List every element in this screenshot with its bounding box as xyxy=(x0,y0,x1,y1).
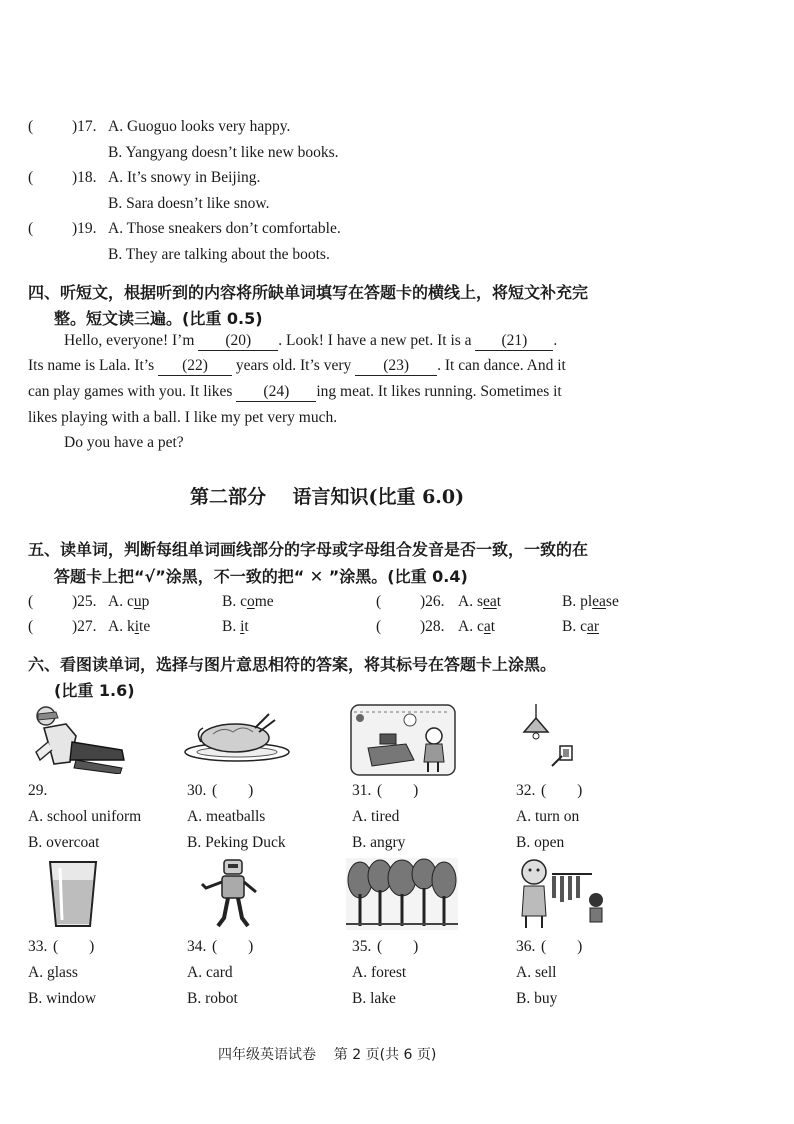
option-b: B. car xyxy=(562,618,600,635)
option-a: A. cup xyxy=(108,593,150,610)
blank-24[interactable]: (24) xyxy=(236,383,316,402)
q33-answer-paren[interactable]: ( ) xyxy=(53,938,95,955)
q34-option-a: A. card xyxy=(187,964,233,981)
q30-answer-paren[interactable]: ( ) xyxy=(212,782,254,799)
option-b: B. Yangyang doesn’t like new books. xyxy=(108,144,339,161)
question-33-number: 33. xyxy=(28,938,48,955)
option-a: A. Those sneakers don’t comfortable. xyxy=(108,220,341,237)
answer-paren[interactable]: ( xyxy=(28,593,34,610)
question-36-number: 36. xyxy=(516,938,536,955)
q35-option-b: B. lake xyxy=(352,990,396,1007)
section-4-title: 四、听短文，根据听到的内容将所缺单词填写在答题卡的横线上，将短文补充完 xyxy=(28,283,589,302)
angry-girl-icon xyxy=(350,704,456,776)
answer-paren[interactable]: ( xyxy=(28,118,34,135)
q35-answer-paren[interactable]: ( ) xyxy=(377,938,419,955)
question-number: )26. xyxy=(420,593,445,610)
question-30-number: 30. xyxy=(187,782,207,799)
q35-option-a: A. forest xyxy=(352,964,407,981)
passage-line-1: Hello, everyone! I’m (20) . Look! I have a new pet. It is a (21) . xyxy=(64,332,558,349)
option-b: B. They are talking about the boots. xyxy=(108,246,330,263)
q34-option-b: B. robot xyxy=(187,990,238,1007)
section-5-title: 五、读单词，判断每组单词画线部分的字母或字母组合发音是否一致，一致的在 xyxy=(28,540,589,559)
q31-option-a: A. tired xyxy=(352,808,400,825)
glass-icon xyxy=(46,860,100,930)
school-uniform-icon xyxy=(26,702,128,774)
question-number: )25. xyxy=(72,593,97,610)
question-number: )28. xyxy=(420,618,445,635)
page-footer: 四年级英语试卷 第 2 页(共 6 页) xyxy=(218,1047,437,1063)
q32-option-a: A. turn on xyxy=(516,808,580,825)
option-a: A. seat xyxy=(458,593,502,610)
blank-22[interactable]: (22) xyxy=(158,357,232,376)
q31-answer-paren[interactable]: ( ) xyxy=(377,782,419,799)
question-35-number: 35. xyxy=(352,938,372,955)
question-31-number: 31. xyxy=(352,782,372,799)
section-4-title-cont: 整。短文读三遍。(比重 0.5) xyxy=(54,309,263,328)
forest-icon xyxy=(346,858,458,930)
option-b: B. Sara doesn’t like snow. xyxy=(108,195,270,212)
q32-answer-paren[interactable]: ( ) xyxy=(541,782,583,799)
robot-icon xyxy=(198,858,264,930)
blank-21[interactable]: (21) xyxy=(475,332,553,351)
option-a: A. Guoguo looks very happy. xyxy=(108,118,291,135)
part-2-title: 第二部分 语言知识(比重 6.0) xyxy=(190,486,465,508)
section-6-title: 六、看图读单词，选择与图片意思相符的答案，将其标号在答题卡上涂黑。 xyxy=(28,655,557,674)
lamp-switch-icon xyxy=(516,704,576,772)
answer-paren[interactable]: ( xyxy=(28,618,34,635)
answer-paren[interactable]: ( xyxy=(376,618,382,635)
passage-line-2: Its name is Lala. It’s (22) years old. It’s very (23) . It can dance. And it xyxy=(28,357,566,374)
question-29-number: 29. xyxy=(28,782,48,799)
clothes-shop-icon xyxy=(516,858,606,930)
option-a: A. kite xyxy=(108,618,151,635)
option-b: B. come xyxy=(222,593,274,610)
question-number: )18. xyxy=(72,169,97,186)
answer-paren[interactable]: ( xyxy=(376,593,382,610)
q30-option-a: A. meatballs xyxy=(187,808,266,825)
passage-line-5: Do you have a pet? xyxy=(64,434,184,451)
passage-line-3: can play games with you. It likes (24) ing meat. It likes running. Sometimes it xyxy=(28,383,562,400)
question-32-number: 32. xyxy=(516,782,536,799)
blank-23[interactable]: (23) xyxy=(355,357,437,376)
answer-paren[interactable]: ( xyxy=(28,169,34,186)
q33-option-b: B. window xyxy=(28,990,97,1007)
q36-option-b: B. buy xyxy=(516,990,558,1007)
question-number: )17. xyxy=(72,118,97,135)
roast-duck-icon xyxy=(183,712,291,764)
blank-20[interactable]: (20) xyxy=(198,332,278,351)
q36-answer-paren[interactable]: ( ) xyxy=(541,938,583,955)
q31-option-b: B. angry xyxy=(352,834,406,851)
option-b: B. it xyxy=(222,618,249,635)
q32-option-b: B. open xyxy=(516,834,565,851)
section-5-title-cont: 答题卡上把“√”涂黑，不一致的把“ ✕ ”涂黑。(比重 0.4) xyxy=(54,567,468,586)
section-6-title-cont: (比重 1.6) xyxy=(54,681,135,700)
question-number: )19. xyxy=(72,220,97,237)
q34-answer-paren[interactable]: ( ) xyxy=(212,938,254,955)
q29-option-b: B. overcoat xyxy=(28,834,100,851)
q30-option-b: B. Peking Duck xyxy=(187,834,286,851)
answer-paren[interactable]: ( xyxy=(28,220,34,237)
passage-line-4: likes playing with a ball. I like my pet very much. xyxy=(28,409,338,426)
q36-option-a: A. sell xyxy=(516,964,557,981)
question-34-number: 34. xyxy=(187,938,207,955)
option-a: A. It’s snowy in Beijing. xyxy=(108,169,261,186)
option-b: B. please xyxy=(562,593,619,610)
q33-option-a: A. glass xyxy=(28,964,78,981)
q29-option-a: A. school uniform xyxy=(28,808,142,825)
question-number: )27. xyxy=(72,618,97,635)
option-a: A. cat xyxy=(458,618,496,635)
